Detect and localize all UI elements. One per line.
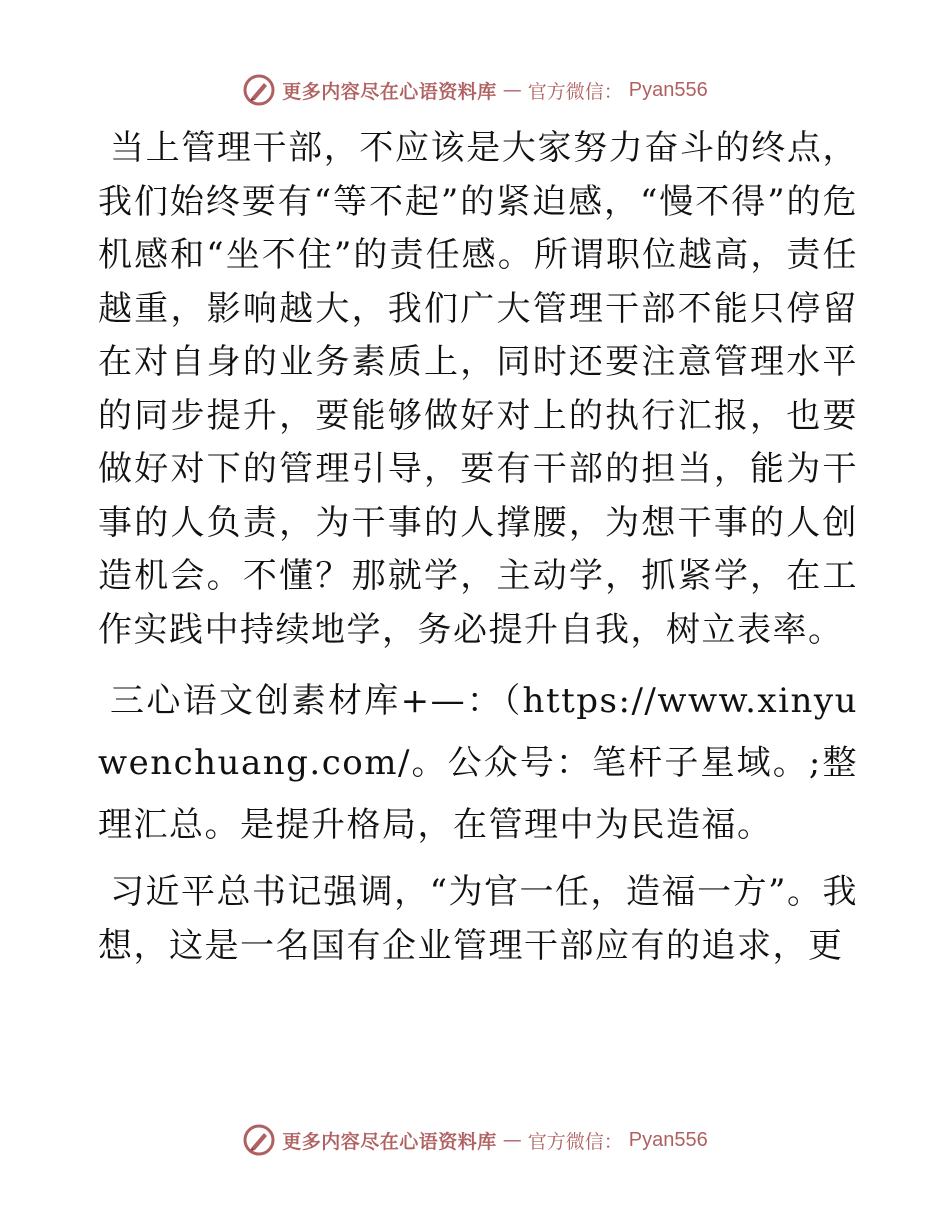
header-banner <box>0 70 950 110</box>
pen-nib-logo-icon <box>242 1123 276 1157</box>
banner-wechat-id: Pyan556 <box>628 1128 708 1151</box>
banner-main-text: 更多内容尽在心语资料库 <box>282 80 497 103</box>
banner-wechat-label: 官方微信： <box>527 80 623 103</box>
banner-separator: — <box>502 79 522 101</box>
footer-banner <box>0 1120 950 1160</box>
document-body <box>98 122 858 986</box>
paragraph-1: 当上管理干部，不应该是大家努力奋斗的终点，我们始终要有“等不起”的紧迫感，“慢不得”的危机感和“坐不住”的责任感。所谓职位越高，责任越重，影响越大，我们广大管理干部不能只停留在对自身的业务素质上，同时还要注意管理水平的同步提升，要能够做好对上的执行汇报，也要做好对下的管理引导，要有干部的担当，能为干事的人负责，为干事的人撑腰，为想干事的人创造机会。不懂？那就学，主动学，抓紧学，在工作实践中持续地学，务必提升自我，树立表率。 <box>98 128 858 650</box>
banner-separator: — <box>502 1129 522 1151</box>
paragraph-3: 习近平总书记强调，“为官一任，造福一方”。我想，这是一名国有企业管理干部应有的追求，更 <box>98 872 858 966</box>
banner-main-text: 更多内容尽在心语资料库 <box>282 1130 497 1153</box>
banner-wechat-id: Pyan556 <box>628 78 708 101</box>
banner-wechat-label: 官方微信： <box>527 1130 623 1153</box>
paragraph-2: 三心语文创素材库+—：（https://www.xinyuwenchuang.com/。公众号：笔杆子星域。;整理汇总。是提升格局，在管理中为民造福。 <box>98 681 858 845</box>
pen-nib-logo-icon <box>242 73 276 107</box>
